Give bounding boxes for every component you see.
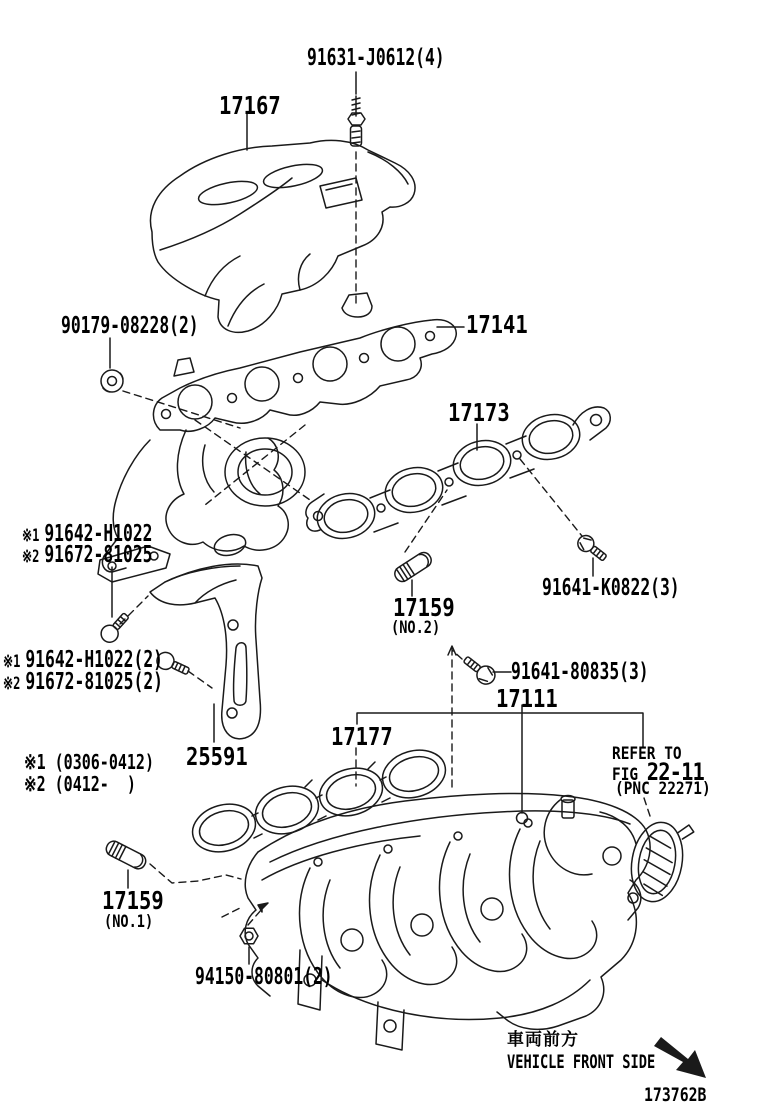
ref-mark-2: ※2 xyxy=(3,674,21,694)
part-number: 91672-81025(2) xyxy=(25,669,164,695)
intake-manifold-17111-part xyxy=(245,794,650,1050)
callout-17159-no2-sub: (NO.2) xyxy=(391,618,441,638)
callout-94150-80801: 94150-80801(2) xyxy=(195,964,333,990)
bolt-91641-80835-icon xyxy=(460,652,499,688)
dashed-lines xyxy=(120,152,651,925)
callout-91672-81025-2 xyxy=(3,671,163,694)
ref-mark-2: ※2 xyxy=(22,547,40,567)
ref-mark-1: ※1 xyxy=(3,652,21,672)
drawing-code: 173762B xyxy=(644,1084,707,1106)
leader-lines xyxy=(110,72,643,964)
callout-91631-j0612: 91631-J0612(4) xyxy=(307,45,445,71)
manifold-stay-25591-part xyxy=(150,564,262,739)
callout-25591: 25591 xyxy=(186,742,248,771)
fig-prefix: FIG xyxy=(612,765,647,785)
callout-17159-no1: 17159 xyxy=(102,886,164,915)
nut-90179-icon xyxy=(101,370,123,392)
stud-17159-no1-icon xyxy=(104,839,148,871)
bolt-91641-k0822-icon xyxy=(575,532,610,564)
note-star1-range: ※1 (0306-0412) xyxy=(24,750,154,774)
ref-mark-1: ※1 xyxy=(22,526,40,546)
callout-17159-no1-sub: (NO.1) xyxy=(104,912,154,932)
callout-17159-no2: 17159 xyxy=(393,593,455,622)
stud-17159-no2-icon xyxy=(392,550,434,584)
part-number: 91672-81025 xyxy=(44,542,153,568)
front-side-label-en: VEHICLE FRONT SIDE xyxy=(507,1051,656,1073)
callout-17141: 17141 xyxy=(466,310,528,339)
callout-17111: 17111 xyxy=(496,684,558,713)
part-number: 91642-H1022(2) xyxy=(25,647,164,673)
callout-17177: 17177 xyxy=(331,722,393,751)
front-side-label-jp: 車両前方 xyxy=(507,1030,579,1050)
exhaust-heat-insulator-17167-part xyxy=(150,140,415,332)
part-number: 91642-H1022 xyxy=(44,521,153,547)
exhaust-manifold-gasket-17173-part xyxy=(306,407,610,544)
refer-line-3: (PNC 22271) xyxy=(615,779,711,799)
callout-90179-08228: 90179-08228(2) xyxy=(61,313,199,339)
refer-line-1: REFER TO xyxy=(612,744,682,764)
nut-94150-icon xyxy=(240,928,258,944)
note-star2-range: ※2 (0412- ) xyxy=(24,772,136,796)
callout-17167: 17167 xyxy=(219,91,281,120)
callout-17173: 17173 xyxy=(448,398,510,427)
stud-bolt-91631-icon xyxy=(348,96,365,146)
callout-91641-k0822: 91641-K0822(3) xyxy=(542,575,680,601)
pointer-arrow-icon xyxy=(258,903,268,912)
fig-number: 22-11 xyxy=(646,758,704,786)
callout-91672-81025 xyxy=(22,544,153,567)
callout-91641-80835: 91641-80835(3) xyxy=(511,659,649,685)
bolt-91642-upper-icon xyxy=(98,609,133,645)
front-direction-arrow-icon xyxy=(654,1037,706,1078)
